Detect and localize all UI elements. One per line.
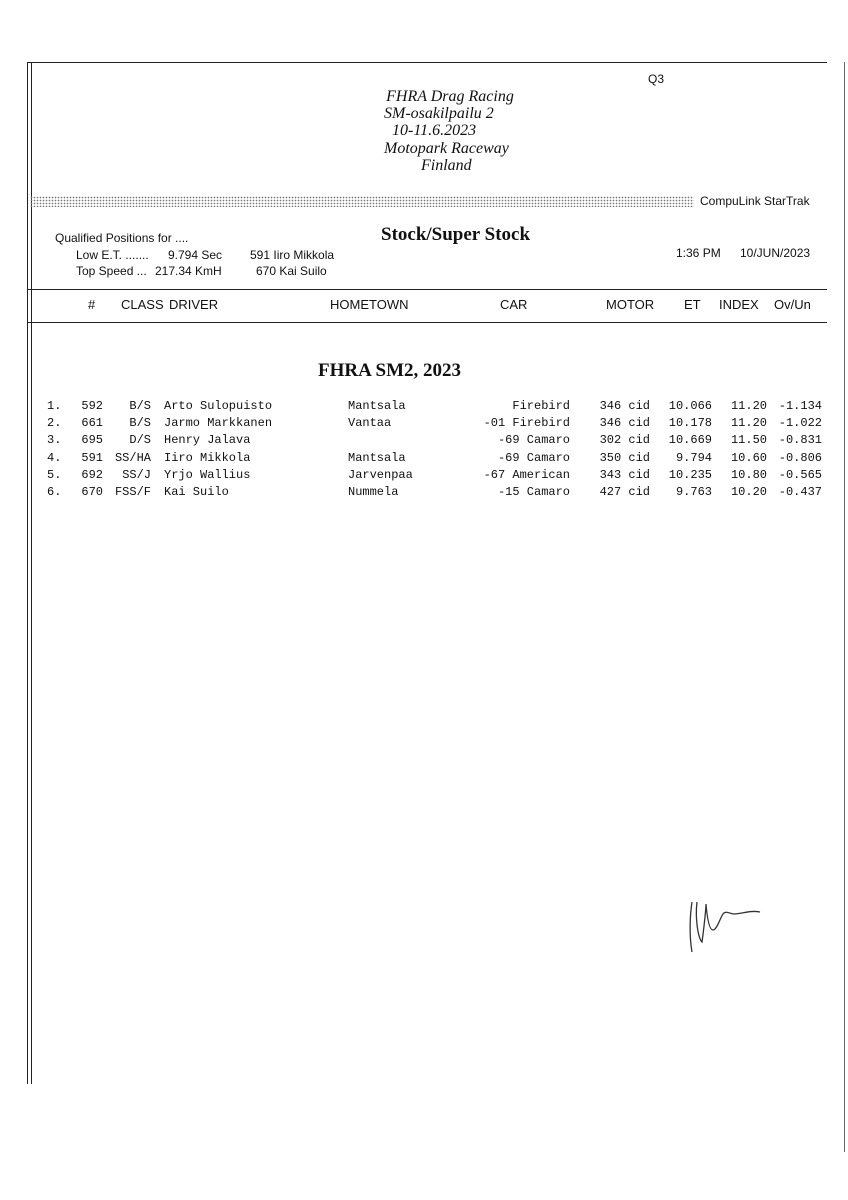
event-venue: Motopark Raceway [384, 140, 509, 157]
row-et: 9.794 [675, 450, 712, 465]
col-car: CAR [500, 297, 528, 312]
header-bottom-rule [27, 322, 827, 323]
row-number: 670 [81, 485, 103, 499]
row-index: 10.20 [730, 485, 767, 499]
row-car: -15 Camaro [497, 485, 570, 499]
row-car: Firebird [512, 399, 570, 413]
qualified-label: Qualified Positions for .... [55, 231, 189, 245]
row-ovun: -1.134 [778, 399, 822, 413]
col-driver: DRIVER [169, 297, 219, 312]
row-ovun: -0.437 [778, 485, 822, 499]
event-round: SM-osakilpailu 2 [384, 105, 494, 122]
row-index: 11.20 [730, 399, 767, 413]
event-title: FHRA Drag Racing [386, 88, 514, 105]
top-speed-label: Top Speed ... [76, 264, 147, 278]
row-driver: Yrjo Wallius [164, 467, 251, 482]
row-number: 591 [81, 450, 103, 465]
row-index: 10.80 [730, 467, 767, 482]
row-motor: 343 cid [599, 467, 650, 482]
row-class: FSS/F [114, 485, 151, 499]
row-index: 11.20 [730, 416, 767, 431]
row-ovun: -1.022 [778, 416, 822, 431]
section-title: FHRA SM2, 2023 [318, 360, 462, 381]
row-motor: 350 cid [599, 450, 650, 465]
row-index: 11.50 [730, 433, 767, 448]
row-ovun: -0.806 [778, 450, 822, 465]
report-time: 1:36 PM [676, 246, 721, 260]
row-position: 1. [47, 399, 62, 413]
row-et: 10.178 [668, 416, 712, 431]
col-index: INDEX [719, 297, 759, 312]
row-driver: Iiro Mikkola [164, 450, 251, 465]
row-class: B/S [129, 399, 151, 413]
low-et-label: Low E.T. ....... [76, 248, 149, 262]
frame-left-line-inner [31, 62, 32, 1084]
report-date: 10/JUN/2023 [740, 246, 811, 260]
col-ovun: Ov/Un [774, 297, 811, 312]
row-driver: Kai Suilo [164, 485, 229, 499]
row-position: 2. [47, 416, 62, 431]
row-motor: 346 cid [599, 416, 650, 431]
row-class: B/S [129, 416, 151, 431]
row-hometown: Mantsala [348, 399, 406, 413]
row-ovun: -0.565 [778, 467, 822, 482]
col-et: ET [684, 297, 701, 312]
header-top-rule [27, 289, 827, 290]
frame-left-line [27, 62, 28, 1084]
row-hometown: Nummela [348, 485, 399, 499]
col-hometown: HOMETOWN [330, 297, 409, 312]
row-hometown: Jarvenpaa [348, 467, 413, 482]
corner-code: Q3 [648, 72, 665, 86]
row-car: -69 Camaro [497, 433, 570, 448]
row-position: 3. [47, 433, 62, 448]
row-class: SS/HA [114, 450, 151, 465]
category-title: Stock/Super Stock [381, 224, 531, 245]
row-number: 695 [81, 433, 103, 448]
row-number: 661 [81, 416, 103, 431]
row-car: -69 Camaro [497, 450, 570, 465]
row-motor: 346 cid [599, 399, 650, 413]
row-hometown: Mantsala [348, 450, 406, 465]
low-et-driver: 591 Iiro Mikkola [250, 248, 335, 262]
frame-top-line [27, 62, 827, 63]
row-class: D/S [129, 433, 151, 448]
event-dates: 10-11.6.2023 [392, 122, 477, 139]
row-et: 9.763 [675, 485, 712, 499]
top-speed-value: 217.34 KmH [155, 264, 222, 278]
row-et: 10.669 [668, 433, 712, 448]
row-et: 10.235 [668, 467, 712, 482]
row-car: -67 American [483, 467, 570, 482]
row-motor: 427 cid [599, 485, 650, 499]
system-name: CompuLink StarTrak [700, 194, 810, 208]
frame-right-line [844, 62, 845, 1152]
dotted-band [30, 196, 694, 207]
col-num: # [88, 297, 96, 312]
row-driver: Jarmo Markkanen [164, 416, 273, 431]
row-position: 5. [47, 467, 62, 482]
top-speed-driver: 670 Kai Suilo [256, 264, 327, 278]
row-number: 592 [81, 399, 103, 413]
col-motor: MOTOR [606, 297, 655, 312]
row-class: SS/J [122, 467, 151, 482]
row-number: 692 [81, 467, 103, 482]
low-et-value: 9.794 Sec [168, 248, 223, 262]
row-hometown: Vantaa [348, 416, 392, 431]
signature-image [680, 890, 770, 960]
row-car: -01 Firebird [483, 416, 570, 431]
row-driver: Arto Sulopuisto [164, 399, 273, 413]
row-et: 10.066 [668, 399, 712, 413]
row-motor: 302 cid [599, 433, 650, 448]
row-index: 10.60 [730, 450, 767, 465]
row-position: 6. [47, 485, 62, 499]
row-ovun: -0.831 [778, 433, 822, 448]
event-country: Finland [421, 157, 472, 174]
col-class: CLASS [121, 297, 164, 312]
row-position: 4. [47, 450, 62, 465]
row-driver: Henry Jalava [164, 433, 251, 448]
